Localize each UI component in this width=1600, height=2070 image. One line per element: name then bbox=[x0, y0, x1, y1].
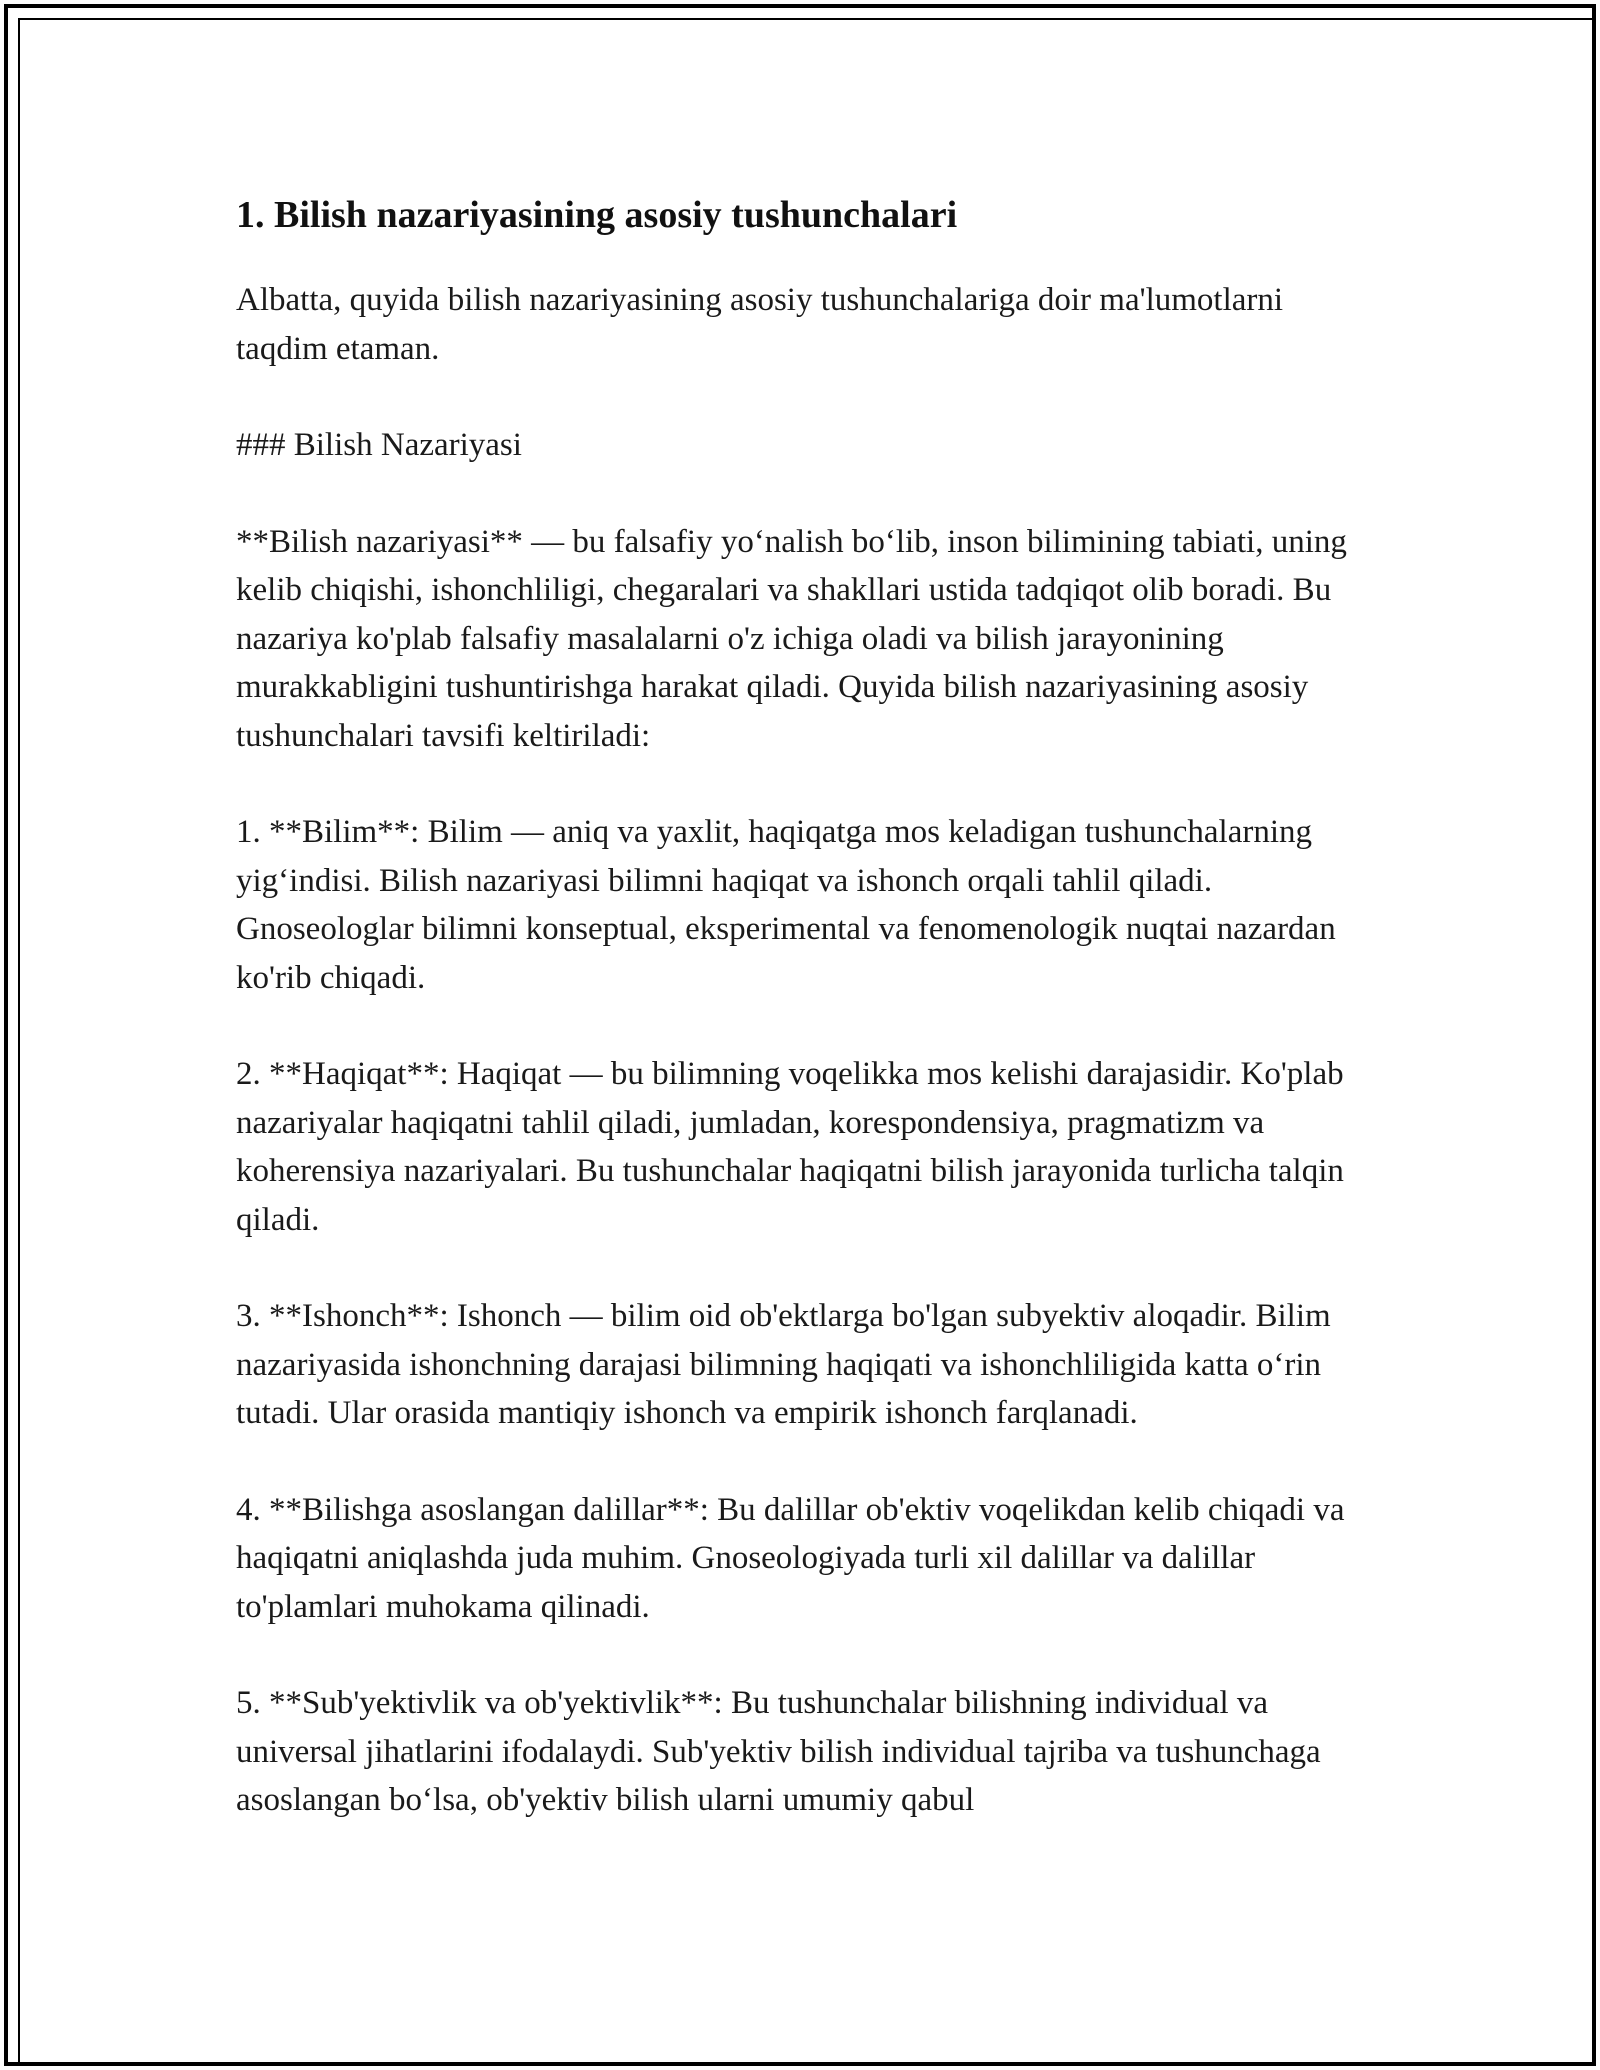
list-item-bilim: 1. **Bilim**: Bilim — aniq va yaxlit, haqiqatga mos keladigan tushunchalarning yig‘indisi. Bilish nazariyasi bilimni haqiqat va ishonch orqali tahlil qiladi. Gnoseologlar bilimni konseptual, eksperimental va fenomenologik nuqtai nazardan ko'rib chiqadi. bbox=[236, 814, 1336, 996]
document-title: 1. Bilish nazariyasining asosiy tushunchalari bbox=[236, 194, 958, 236]
list-item-ishonch: 3. **Ishonch**: Ishonch — bilim oid ob'ektlarga bo'lgan subyektiv aloqadir. Bilim nazariyasida ishonchning darajasi bilimning haqiqati va ishonchliligida katta o‘rin tutadi. Ular orasida mantiqiy ishonch va empirik ishonch farqlanadi. bbox=[236, 1298, 1331, 1431]
document-body bbox=[236, 182, 1376, 1825]
list-item-dalillar: 4. **Bilishga asoslangan dalillar**: Bu dalillar ob'ektiv voqelikdan kelib chiqadi va haqiqatni aniqlashda juda muhim. Gnoseologiyada turli xil dalillar va dalillar to'plamlari muhokama qilinadi. bbox=[236, 1491, 1345, 1625]
list-item-subyektivlik: 5. **Sub'yektivlik va ob'yektivlik**: Bu tushunchalar bilishning individual va universal jihatlarini ifodalaydi. Sub'yektiv bilish individual tajriba va tushunchaga asoslangan bo‘lsa, ob'yektiv bilish ularni umumiy qabul bbox=[236, 1685, 1321, 1818]
section-heading-paragraph: ### Bilish Nazariyasi bbox=[236, 427, 522, 463]
intro-paragraph: Albatta, quyida bilish nazariyasining asosiy tushunchalariga doir ma'lumotlarni taqdim etaman. bbox=[236, 282, 1284, 367]
list-item-haqiqat: 2. **Haqiqat**: Haqiqat — bu bilimning voqelikka mos kelishi darajasidir. Ko'plab nazariyalar haqiqatni tahlil qiladi, jumladan, korespondensiya, pragmatizm va koherensiya nazariyalari. Bu tushunchalar haqiqatni bilish jarayonida turlicha talqin qiladi. bbox=[236, 1056, 1344, 1238]
definition-paragraph: **Bilish nazariyasi** — bu falsafiy yo‘nalish bo‘lib, inson bilimining tabiati, uning kelib chiqishi, ishonchliligi, chegaralari va shakllari ustida tadqiqot olib boradi. Bu nazariya ko'plab falsafiy masalalarni o'z ichiga oladi va bilish jarayonining murakkabligini tushuntirishga harakat qiladi. Quyida bilish nazariyasining asosiy tushunchalari tavsifi keltiriladi: bbox=[236, 523, 1347, 754]
